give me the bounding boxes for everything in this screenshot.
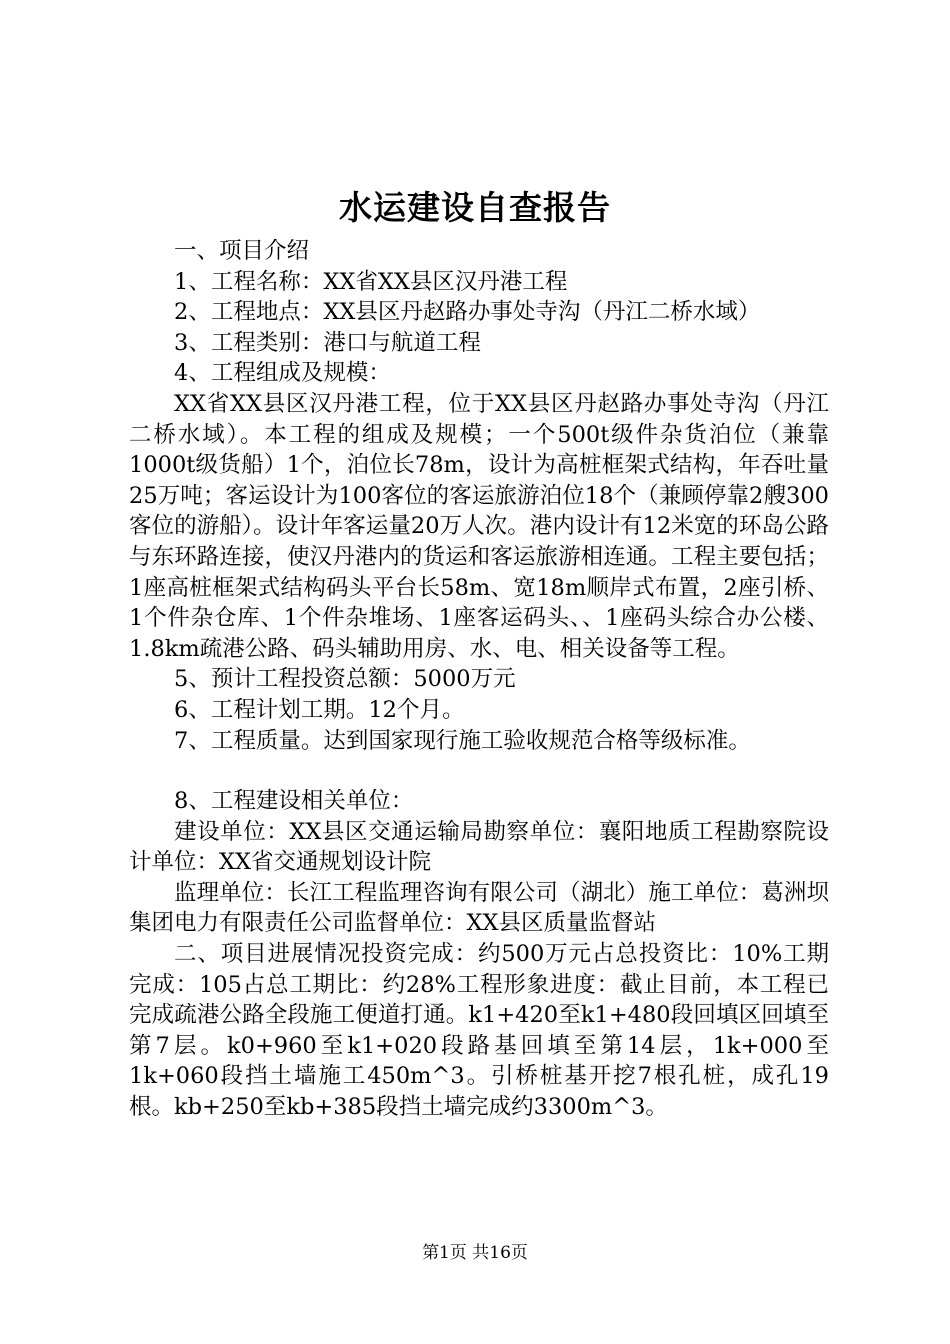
construction-units-paragraph: 建设单位：XX县区交通运输局勘察单位：襄阳地质工程勘察院设计单位：XX省交通规划设计院 xyxy=(129,818,829,876)
project-scale-paragraph: XX省XX县区汉丹港工程，位于XX县区丹赵路办事处寺沟（丹江二桥水域）。本工程的组成及规模；一个500t级件杂货泊位（兼靠1000t级货船）1个，泊位长78m，设计为高桩框架式结构，年吞吐量25万吨；客运设计为100客位的客运旅游泊位18个（兼顾停靠2艘300客位的游船）。设计年客运量20万人次。港内设计有12米宽的环岛公路与东环路连接，使汉丹港内的货运和客运旅游相连通。工程主要包括；1座高桩框架式结构码头平台长58m、宽18m顺岸式布置，2座引桥、1个件杂仓库、1个件杂堆场、1座客运码头、、1座码头综合办公楼、1.8km疏港公路、码头辅助用房、水、电、相关设备等工程。 xyxy=(129,390,829,662)
schedule-line: 6、工程计划工期。12个月。 xyxy=(174,696,465,723)
supervision-units-paragraph: 监理单位：长江工程监理咨询有限公司（湖北）施工单位：葛洲坝集团电力有限责任公司监督单位：XX县区质量监督站 xyxy=(129,879,829,937)
page-number: 第1页 共16页 xyxy=(422,1243,528,1263)
project-scale-heading: 4、工程组成及规模： xyxy=(174,360,391,387)
project-category-line: 3、工程类别：港口与航道工程 xyxy=(174,329,481,356)
section-heading-project-intro: 一、项目介绍 xyxy=(174,238,310,264)
investment-total-line: 5、预计工程投资总额：5000万元 xyxy=(174,666,516,693)
document-title: 水运建设自查报告 xyxy=(339,188,611,227)
quality-line: 7、工程质量。达到国家现行施工验收规范合格等级标准。 xyxy=(174,727,751,754)
progress-paragraph: 二、项目进展情况投资完成：约500万元占总投资比：10%工期完成：105占总工期比：约28%工程形象进度：截止目前，本工程已完成疏港公路全段施工便道打通。k1+420至k1+480段回填区回填至第7层。k0+960至k1+020段路基回填至第14层，1k+000至1k+060段挡土墙施工450m^3。引桥桩基开挖7根孔桩，成孔19根。kb+250至kb+385段挡土墙完成约3300m^3。 xyxy=(129,941,829,1121)
related-units-heading: 8、工程建设相关单位： xyxy=(174,788,414,815)
project-location-line: 2、工程地点：XX县区丹赵路办事处寺沟（丹江二桥水域） xyxy=(174,299,761,326)
project-name-line: 1、工程名称：XX省XX县区汉丹港工程 xyxy=(174,268,568,295)
document-body xyxy=(129,236,829,1123)
